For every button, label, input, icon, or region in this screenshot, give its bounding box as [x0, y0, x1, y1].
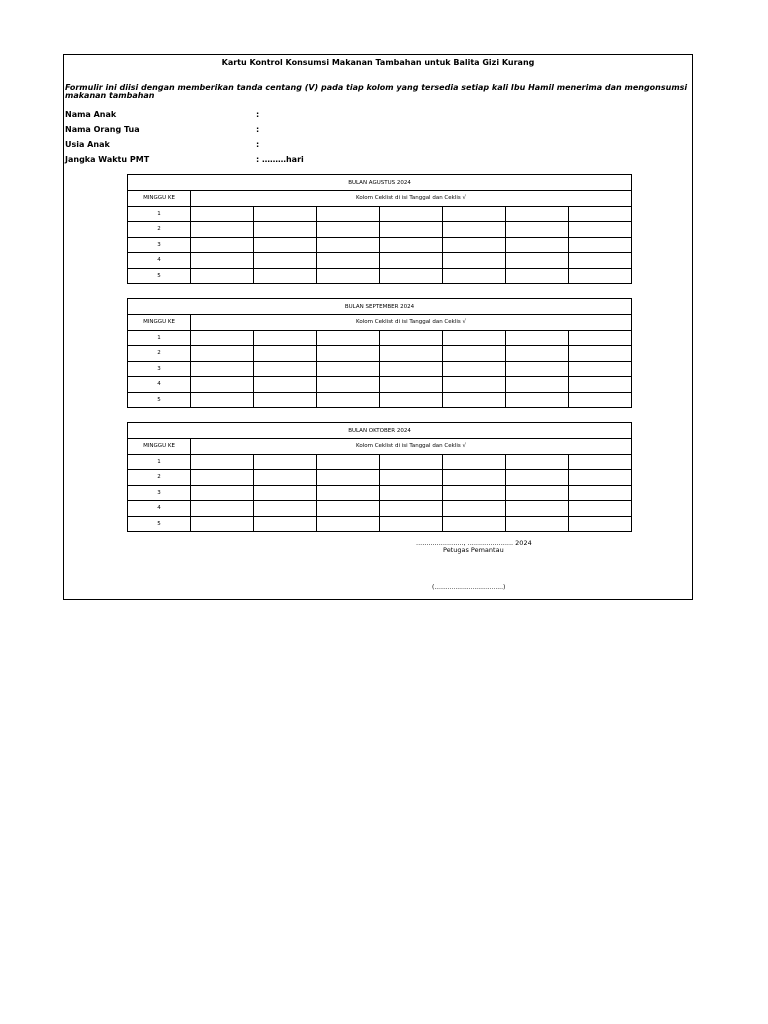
day-check-cell[interactable] — [569, 377, 632, 393]
day-check-cell[interactable] — [380, 361, 443, 377]
day-check-cell[interactable] — [380, 470, 443, 486]
week-row — [128, 268, 632, 284]
day-check-cell[interactable] — [443, 485, 506, 501]
week-row — [128, 485, 632, 501]
day-check-cell[interactable] — [443, 361, 506, 377]
instruction-text: Formulir ini diisi dengan memberikan tanda centang (V) pada tiap kolom yang tersedia setiap kali Ibu Hamil menerima dan mengonsumsi makanan tambahan — [65, 83, 688, 100]
week-number: 3 — [128, 237, 191, 253]
day-check-cell[interactable] — [191, 330, 254, 346]
day-check-cell[interactable] — [191, 377, 254, 393]
day-check-cell[interactable] — [569, 485, 632, 501]
day-check-cell[interactable] — [569, 346, 632, 362]
week-number: 3 — [128, 485, 191, 501]
checklist-column-header: Kolom Ceklist di isi Tanggal dan Ceklis √ — [191, 439, 632, 455]
field-value-pmt-duration: : ………hari — [256, 155, 304, 164]
day-check-cell[interactable] — [443, 206, 506, 222]
day-check-cell[interactable] — [191, 454, 254, 470]
week-row — [128, 377, 632, 393]
day-check-cell[interactable] — [506, 470, 569, 486]
day-check-cell[interactable] — [254, 516, 317, 532]
day-check-cell[interactable] — [506, 454, 569, 470]
day-check-cell[interactable] — [254, 237, 317, 253]
day-check-cell[interactable] — [380, 454, 443, 470]
month-title: BULAN OKTOBER 2024 — [128, 423, 632, 439]
day-check-cell[interactable] — [443, 268, 506, 284]
day-check-cell[interactable] — [254, 392, 317, 408]
day-check-cell[interactable] — [191, 361, 254, 377]
week-number: 1 — [128, 330, 191, 346]
day-check-cell[interactable] — [191, 346, 254, 362]
day-check-cell[interactable] — [506, 361, 569, 377]
day-check-cell[interactable] — [317, 346, 380, 362]
day-check-cell[interactable] — [380, 237, 443, 253]
day-check-cell[interactable] — [191, 268, 254, 284]
control-card-sheet — [63, 54, 693, 600]
day-check-cell[interactable] — [317, 485, 380, 501]
day-check-cell[interactable] — [380, 392, 443, 408]
week-row — [128, 222, 632, 238]
week-row — [128, 206, 632, 222]
day-check-cell[interactable] — [569, 470, 632, 486]
day-check-cell[interactable] — [506, 268, 569, 284]
day-check-cell[interactable] — [506, 346, 569, 362]
month-table — [127, 422, 632, 532]
day-check-cell[interactable] — [191, 501, 254, 517]
field-label-parent-name: Nama Orang Tua — [65, 125, 140, 134]
day-check-cell[interactable] — [254, 454, 317, 470]
month-title: BULAN AGUSTUS 2024 — [128, 175, 632, 191]
day-check-cell[interactable] — [380, 485, 443, 501]
week-number: 4 — [128, 501, 191, 517]
week-number: 5 — [128, 392, 191, 408]
day-check-cell[interactable] — [443, 330, 506, 346]
day-check-cell[interactable] — [380, 268, 443, 284]
day-check-cell[interactable] — [569, 222, 632, 238]
day-check-cell[interactable] — [317, 330, 380, 346]
day-check-cell[interactable] — [191, 470, 254, 486]
day-check-cell[interactable] — [569, 330, 632, 346]
day-check-cell[interactable] — [380, 206, 443, 222]
day-check-cell[interactable] — [380, 222, 443, 238]
day-check-cell[interactable] — [317, 222, 380, 238]
week-row — [128, 516, 632, 532]
week-column-header: MINGGU KE — [128, 191, 191, 207]
day-check-cell[interactable] — [569, 361, 632, 377]
week-row — [128, 237, 632, 253]
day-check-cell[interactable] — [254, 330, 317, 346]
day-check-cell[interactable] — [569, 392, 632, 408]
day-check-cell[interactable] — [506, 377, 569, 393]
day-check-cell[interactable] — [443, 346, 506, 362]
signature-line: (....................................) — [432, 584, 506, 591]
day-check-cell[interactable] — [380, 330, 443, 346]
day-check-cell[interactable] — [317, 454, 380, 470]
week-number: 1 — [128, 206, 191, 222]
day-check-cell[interactable] — [317, 268, 380, 284]
day-check-cell[interactable] — [380, 253, 443, 269]
day-check-cell[interactable] — [254, 268, 317, 284]
day-check-cell[interactable] — [191, 206, 254, 222]
footer-date-line: ......................., ...................... 2024 — [416, 539, 532, 547]
day-check-cell[interactable] — [254, 346, 317, 362]
day-check-cell[interactable] — [317, 206, 380, 222]
document-title: Kartu Kontrol Konsumsi Makanan Tambahan untuk Balita Gizi Kurang — [221, 58, 535, 67]
day-check-cell[interactable] — [317, 253, 380, 269]
week-row — [128, 330, 632, 346]
day-check-cell[interactable] — [443, 501, 506, 517]
week-row — [128, 501, 632, 517]
day-check-cell[interactable] — [506, 222, 569, 238]
week-row — [128, 346, 632, 362]
day-check-cell[interactable] — [254, 377, 317, 393]
day-check-cell[interactable] — [569, 237, 632, 253]
day-check-cell[interactable] — [569, 501, 632, 517]
day-check-cell[interactable] — [254, 222, 317, 238]
day-check-cell[interactable] — [443, 253, 506, 269]
day-check-cell[interactable] — [380, 501, 443, 517]
day-check-cell[interactable] — [380, 377, 443, 393]
day-check-cell[interactable] — [317, 501, 380, 517]
week-number: 2 — [128, 222, 191, 238]
week-number: 5 — [128, 268, 191, 284]
field-value-parent-name: : — [256, 125, 260, 134]
day-check-cell[interactable] — [443, 222, 506, 238]
day-check-cell[interactable] — [317, 237, 380, 253]
day-check-cell[interactable] — [506, 516, 569, 532]
week-number: 4 — [128, 377, 191, 393]
footer-role: Petugas Pemantau — [443, 546, 504, 554]
day-check-cell[interactable] — [443, 454, 506, 470]
week-column-header: MINGGU KE — [128, 439, 191, 455]
week-number: 3 — [128, 361, 191, 377]
day-check-cell[interactable] — [254, 206, 317, 222]
day-check-cell[interactable] — [380, 346, 443, 362]
day-check-cell[interactable] — [191, 485, 254, 501]
week-number: 2 — [128, 470, 191, 486]
day-check-cell[interactable] — [191, 222, 254, 238]
day-check-cell[interactable] — [317, 392, 380, 408]
month-table — [127, 298, 632, 408]
week-row — [128, 454, 632, 470]
day-check-cell[interactable] — [569, 206, 632, 222]
day-check-cell[interactable] — [506, 206, 569, 222]
day-check-cell[interactable] — [569, 253, 632, 269]
week-row — [128, 253, 632, 269]
day-check-cell[interactable] — [317, 361, 380, 377]
day-check-cell[interactable] — [254, 253, 317, 269]
week-number: 1 — [128, 454, 191, 470]
week-row — [128, 392, 632, 408]
day-check-cell[interactable] — [191, 392, 254, 408]
field-label-child-age: Usia Anak — [65, 140, 110, 149]
checklist-column-header: Kolom Ceklist di isi Tanggal dan Ceklis √ — [191, 191, 632, 207]
day-check-cell[interactable] — [506, 501, 569, 517]
field-value-child-age: : — [256, 140, 260, 149]
day-check-cell[interactable] — [569, 268, 632, 284]
day-check-cell[interactable] — [443, 392, 506, 408]
day-check-cell[interactable] — [254, 485, 317, 501]
month-table — [127, 174, 632, 284]
checklist-column-header: Kolom Ceklist di isi Tanggal dan Ceklis √ — [191, 315, 632, 331]
month-title: BULAN SEPTEMBER 2024 — [128, 299, 632, 315]
day-check-cell[interactable] — [317, 470, 380, 486]
day-check-cell[interactable] — [191, 237, 254, 253]
field-label-child-name: Nama Anak — [65, 110, 117, 119]
week-number: 2 — [128, 346, 191, 362]
day-check-cell[interactable] — [254, 470, 317, 486]
day-check-cell[interactable] — [443, 237, 506, 253]
week-number: 4 — [128, 253, 191, 269]
day-check-cell[interactable] — [443, 516, 506, 532]
day-check-cell[interactable] — [569, 454, 632, 470]
day-check-cell[interactable] — [506, 392, 569, 408]
day-check-cell[interactable] — [569, 516, 632, 532]
day-check-cell[interactable] — [254, 501, 317, 517]
day-check-cell[interactable] — [443, 377, 506, 393]
week-row — [128, 361, 632, 377]
week-column-header: MINGGU KE — [128, 315, 191, 331]
day-check-cell[interactable] — [380, 516, 443, 532]
day-check-cell[interactable] — [506, 485, 569, 501]
day-check-cell[interactable] — [506, 253, 569, 269]
field-value-child-name: : — [256, 110, 260, 119]
day-check-cell[interactable] — [506, 330, 569, 346]
week-row — [128, 470, 632, 486]
day-check-cell[interactable] — [317, 516, 380, 532]
day-check-cell[interactable] — [254, 361, 317, 377]
day-check-cell[interactable] — [191, 253, 254, 269]
day-check-cell[interactable] — [506, 237, 569, 253]
field-label-pmt-duration: Jangka Waktu PMT — [65, 155, 150, 164]
day-check-cell[interactable] — [317, 377, 380, 393]
week-number: 5 — [128, 516, 191, 532]
day-check-cell[interactable] — [191, 516, 254, 532]
day-check-cell[interactable] — [443, 470, 506, 486]
